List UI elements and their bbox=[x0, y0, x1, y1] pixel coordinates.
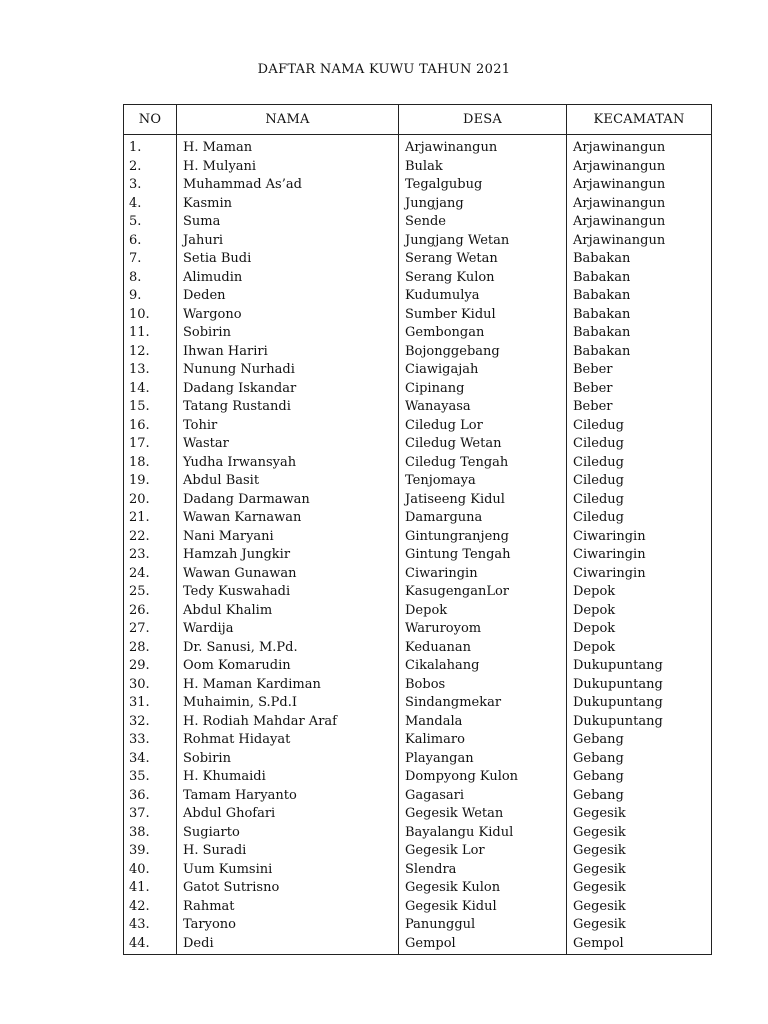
table-row bbox=[124, 546, 712, 565]
desa-cell: Ciledug Lor bbox=[399, 417, 567, 436]
desa-cell: Jungjang Wetan bbox=[399, 232, 567, 251]
table-row bbox=[124, 676, 712, 695]
table-header bbox=[124, 105, 712, 135]
nama-cell: Abdul Ghofari bbox=[177, 805, 399, 824]
nama-cell: Abdul Basit bbox=[177, 472, 399, 491]
desa-cell: Bojonggebang bbox=[399, 343, 567, 362]
no-cell: 38. bbox=[124, 824, 177, 843]
desa-cell: Sindangmekar bbox=[399, 694, 567, 713]
kecamatan-cell: Ciledug bbox=[567, 472, 712, 491]
desa-cell: Bobos bbox=[399, 676, 567, 695]
table-row bbox=[124, 694, 712, 713]
table-row bbox=[124, 324, 712, 343]
kecamatan-cell: Ciwaringin bbox=[567, 528, 712, 547]
table-row bbox=[124, 657, 712, 676]
table-row bbox=[124, 879, 712, 898]
nama-cell: Abdul Khalim bbox=[177, 602, 399, 621]
table-row bbox=[124, 250, 712, 269]
table-row bbox=[124, 861, 712, 880]
table-row bbox=[124, 639, 712, 658]
nama-cell: Dedi bbox=[177, 935, 399, 955]
no-cell: 16. bbox=[124, 417, 177, 436]
kecamatan-cell: Arjawinangun bbox=[567, 176, 712, 195]
no-cell: 12. bbox=[124, 343, 177, 362]
no-cell: 35. bbox=[124, 768, 177, 787]
table-row bbox=[124, 565, 712, 584]
desa-cell: Cikalahang bbox=[399, 657, 567, 676]
table-row bbox=[124, 435, 712, 454]
no-cell: 37. bbox=[124, 805, 177, 824]
kecamatan-cell: Ciledug bbox=[567, 454, 712, 473]
no-cell: 43. bbox=[124, 916, 177, 935]
table-row bbox=[124, 398, 712, 417]
no-cell: 11. bbox=[124, 324, 177, 343]
nama-cell: H. Maman Kardiman bbox=[177, 676, 399, 695]
kecamatan-cell: Beber bbox=[567, 361, 712, 380]
table-row bbox=[124, 417, 712, 436]
no-cell: 20. bbox=[124, 491, 177, 510]
nama-cell: Muhammad As’ad bbox=[177, 176, 399, 195]
desa-cell: Keduanan bbox=[399, 639, 567, 658]
table-row bbox=[124, 232, 712, 251]
kecamatan-cell: Depok bbox=[567, 620, 712, 639]
kecamatan-cell: Gebang bbox=[567, 750, 712, 769]
kecamatan-cell: Gebang bbox=[567, 768, 712, 787]
table-row bbox=[124, 528, 712, 547]
nama-cell: Uum Kumsini bbox=[177, 861, 399, 880]
desa-cell: Serang Wetan bbox=[399, 250, 567, 269]
kecamatan-cell: Dukupuntang bbox=[567, 676, 712, 695]
desa-cell: Jungjang bbox=[399, 195, 567, 214]
no-cell: 13. bbox=[124, 361, 177, 380]
no-cell: 40. bbox=[124, 861, 177, 880]
no-cell: 34. bbox=[124, 750, 177, 769]
no-cell: 44. bbox=[124, 935, 177, 955]
desa-cell: Sende bbox=[399, 213, 567, 232]
no-cell: 4. bbox=[124, 195, 177, 214]
table-body bbox=[124, 135, 712, 955]
table-row bbox=[124, 916, 712, 935]
no-cell: 8. bbox=[124, 269, 177, 288]
desa-cell: Playangan bbox=[399, 750, 567, 769]
desa-cell: Panunggul bbox=[399, 916, 567, 935]
desa-cell: Dompyong Kulon bbox=[399, 768, 567, 787]
kecamatan-cell: Arjawinangun bbox=[567, 213, 712, 232]
kecamatan-cell: Ciledug bbox=[567, 509, 712, 528]
no-cell: 3. bbox=[124, 176, 177, 195]
table-row bbox=[124, 269, 712, 288]
table-row bbox=[124, 842, 712, 861]
no-cell: 29. bbox=[124, 657, 177, 676]
desa-cell: Damarguna bbox=[399, 509, 567, 528]
kuwu-table bbox=[123, 104, 712, 955]
nama-cell: Nunung Nurhadi bbox=[177, 361, 399, 380]
nama-cell: Wargono bbox=[177, 306, 399, 325]
nama-cell: Dadang Iskandar bbox=[177, 380, 399, 399]
kecamatan-cell: Babakan bbox=[567, 324, 712, 343]
table-row bbox=[124, 135, 712, 158]
kecamatan-cell: Gebang bbox=[567, 787, 712, 806]
kecamatan-cell: Gegesik bbox=[567, 824, 712, 843]
nama-cell: H. Rodiah Mahdar Araf bbox=[177, 713, 399, 732]
nama-cell: Alimudin bbox=[177, 269, 399, 288]
kecamatan-cell: Beber bbox=[567, 380, 712, 399]
nama-cell: Rahmat bbox=[177, 898, 399, 917]
kecamatan-cell: Gebang bbox=[567, 731, 712, 750]
no-cell: 1. bbox=[124, 135, 177, 158]
kecamatan-cell: Gegesik bbox=[567, 842, 712, 861]
table-row bbox=[124, 491, 712, 510]
desa-cell: Gintungranjeng bbox=[399, 528, 567, 547]
kecamatan-cell: Dukupuntang bbox=[567, 713, 712, 732]
nama-cell: Kasmin bbox=[177, 195, 399, 214]
no-cell: 31. bbox=[124, 694, 177, 713]
kecamatan-cell: Ciwaringin bbox=[567, 546, 712, 565]
table-row bbox=[124, 602, 712, 621]
nama-cell: Setia Budi bbox=[177, 250, 399, 269]
kecamatan-cell: Arjawinangun bbox=[567, 135, 712, 158]
kecamatan-cell: Babakan bbox=[567, 306, 712, 325]
table-row bbox=[124, 176, 712, 195]
kecamatan-cell: Ciledug bbox=[567, 491, 712, 510]
no-cell: 5. bbox=[124, 213, 177, 232]
desa-cell: Gintung Tengah bbox=[399, 546, 567, 565]
nama-cell: Hamzah Jungkir bbox=[177, 546, 399, 565]
desa-cell: Kalimaro bbox=[399, 731, 567, 750]
kecamatan-cell: Gegesik bbox=[567, 805, 712, 824]
no-cell: 26. bbox=[124, 602, 177, 621]
table-row bbox=[124, 620, 712, 639]
no-cell: 17. bbox=[124, 435, 177, 454]
desa-cell: Slendra bbox=[399, 861, 567, 880]
no-cell: 9. bbox=[124, 287, 177, 306]
desa-cell: Ciwaringin bbox=[399, 565, 567, 584]
kecamatan-cell: Gegesik bbox=[567, 879, 712, 898]
column-header-no: NO bbox=[124, 105, 177, 135]
nama-cell: Muhaimin, S.Pd.I bbox=[177, 694, 399, 713]
table-row bbox=[124, 380, 712, 399]
desa-cell: Kudumulya bbox=[399, 287, 567, 306]
no-cell: 10. bbox=[124, 306, 177, 325]
no-cell: 22. bbox=[124, 528, 177, 547]
desa-cell: Cipinang bbox=[399, 380, 567, 399]
nama-cell: H. Suradi bbox=[177, 842, 399, 861]
desa-cell: KasugenganLor bbox=[399, 583, 567, 602]
desa-cell: Tegalgubug bbox=[399, 176, 567, 195]
nama-cell: Sobirin bbox=[177, 324, 399, 343]
desa-cell: Gegesik Kulon bbox=[399, 879, 567, 898]
nama-cell: Gatot Sutrisno bbox=[177, 879, 399, 898]
desa-cell: Bayalangu Kidul bbox=[399, 824, 567, 843]
no-cell: 6. bbox=[124, 232, 177, 251]
kecamatan-cell: Dukupuntang bbox=[567, 694, 712, 713]
desa-cell: Depok bbox=[399, 602, 567, 621]
column-header-desa: DESA bbox=[399, 105, 567, 135]
nama-cell: Oom Komarudin bbox=[177, 657, 399, 676]
no-cell: 36. bbox=[124, 787, 177, 806]
nama-cell: Sobirin bbox=[177, 750, 399, 769]
table-row bbox=[124, 472, 712, 491]
kecamatan-cell: Gegesik bbox=[567, 898, 712, 917]
desa-cell: Gegesik Lor bbox=[399, 842, 567, 861]
kecamatan-cell: Depok bbox=[567, 602, 712, 621]
nama-cell: Sugiarto bbox=[177, 824, 399, 843]
table-row bbox=[124, 287, 712, 306]
table-row bbox=[124, 898, 712, 917]
nama-cell: Suma bbox=[177, 213, 399, 232]
desa-cell: Gagasari bbox=[399, 787, 567, 806]
no-cell: 41. bbox=[124, 879, 177, 898]
desa-cell: Waruroyom bbox=[399, 620, 567, 639]
nama-cell: Tatang Rustandi bbox=[177, 398, 399, 417]
nama-cell: Dr. Sanusi, M.Pd. bbox=[177, 639, 399, 658]
kecamatan-cell: Gegesik bbox=[567, 916, 712, 935]
kecamatan-cell: Babakan bbox=[567, 343, 712, 362]
no-cell: 19. bbox=[124, 472, 177, 491]
table-row bbox=[124, 583, 712, 602]
nama-cell: Wawan Gunawan bbox=[177, 565, 399, 584]
no-cell: 42. bbox=[124, 898, 177, 917]
column-header-nama: NAMA bbox=[177, 105, 399, 135]
kecamatan-cell: Babakan bbox=[567, 287, 712, 306]
nama-cell: Yudha Irwansyah bbox=[177, 454, 399, 473]
desa-cell: Mandala bbox=[399, 713, 567, 732]
kecamatan-cell: Ciledug bbox=[567, 417, 712, 436]
nama-cell: Deden bbox=[177, 287, 399, 306]
table-row bbox=[124, 768, 712, 787]
table-row bbox=[124, 509, 712, 528]
kecamatan-cell: Arjawinangun bbox=[567, 232, 712, 251]
table-row bbox=[124, 454, 712, 473]
desa-cell: Gegesik Wetan bbox=[399, 805, 567, 824]
nama-cell: H. Khumaidi bbox=[177, 768, 399, 787]
kecamatan-cell: Ciwaringin bbox=[567, 565, 712, 584]
nama-cell: Ihwan Hariri bbox=[177, 343, 399, 362]
header-row bbox=[124, 105, 712, 135]
column-header-kecamatan: KECAMATAN bbox=[567, 105, 712, 135]
no-cell: 2. bbox=[124, 158, 177, 177]
desa-cell: Gempol bbox=[399, 935, 567, 955]
nama-cell: H. Maman bbox=[177, 135, 399, 158]
table-row bbox=[124, 195, 712, 214]
no-cell: 32. bbox=[124, 713, 177, 732]
desa-cell: Gembongan bbox=[399, 324, 567, 343]
desa-cell: Tenjomaya bbox=[399, 472, 567, 491]
table-row bbox=[124, 750, 712, 769]
table-row bbox=[124, 787, 712, 806]
table-row bbox=[124, 713, 712, 732]
kecamatan-cell: Arjawinangun bbox=[567, 195, 712, 214]
no-cell: 21. bbox=[124, 509, 177, 528]
nama-cell: Wawan Karnawan bbox=[177, 509, 399, 528]
page-title: DAFTAR NAMA KUWU TAHUN 2021 bbox=[257, 62, 511, 77]
table-row bbox=[124, 935, 712, 955]
no-cell: 33. bbox=[124, 731, 177, 750]
nama-cell: Tamam Haryanto bbox=[177, 787, 399, 806]
kecamatan-cell: Gempol bbox=[567, 935, 712, 955]
kecamatan-cell: Dukupuntang bbox=[567, 657, 712, 676]
desa-cell: Jatiseeng Kidul bbox=[399, 491, 567, 510]
kecamatan-cell: Arjawinangun bbox=[567, 158, 712, 177]
no-cell: 25. bbox=[124, 583, 177, 602]
desa-cell: Serang Kulon bbox=[399, 269, 567, 288]
desa-cell: Wanayasa bbox=[399, 398, 567, 417]
kecamatan-cell: Ciledug bbox=[567, 435, 712, 454]
nama-cell: Rohmat Hidayat bbox=[177, 731, 399, 750]
desa-cell: Ciledug Wetan bbox=[399, 435, 567, 454]
kecamatan-cell: Depok bbox=[567, 639, 712, 658]
kecamatan-cell: Gegesik bbox=[567, 861, 712, 880]
desa-cell: Arjawinangun bbox=[399, 135, 567, 158]
table-row bbox=[124, 306, 712, 325]
no-cell: 14. bbox=[124, 380, 177, 399]
no-cell: 18. bbox=[124, 454, 177, 473]
table-row bbox=[124, 213, 712, 232]
no-cell: 23. bbox=[124, 546, 177, 565]
nama-cell: Tedy Kuswahadi bbox=[177, 583, 399, 602]
no-cell: 39. bbox=[124, 842, 177, 861]
no-cell: 15. bbox=[124, 398, 177, 417]
no-cell: 24. bbox=[124, 565, 177, 584]
nama-cell: Taryono bbox=[177, 916, 399, 935]
desa-cell: Gegesik Kidul bbox=[399, 898, 567, 917]
no-cell: 27. bbox=[124, 620, 177, 639]
desa-cell: Sumber Kidul bbox=[399, 306, 567, 325]
no-cell: 7. bbox=[124, 250, 177, 269]
table-row bbox=[124, 731, 712, 750]
no-cell: 28. bbox=[124, 639, 177, 658]
nama-cell: Wastar bbox=[177, 435, 399, 454]
nama-cell: Tohir bbox=[177, 417, 399, 436]
kecamatan-cell: Babakan bbox=[567, 250, 712, 269]
kecamatan-cell: Depok bbox=[567, 583, 712, 602]
nama-cell: H. Mulyani bbox=[177, 158, 399, 177]
nama-cell: Dadang Darmawan bbox=[177, 491, 399, 510]
nama-cell: Jahuri bbox=[177, 232, 399, 251]
table-row bbox=[124, 361, 712, 380]
nama-cell: Nani Maryani bbox=[177, 528, 399, 547]
kecamatan-cell: Beber bbox=[567, 398, 712, 417]
desa-cell: Bulak bbox=[399, 158, 567, 177]
nama-cell: Wardija bbox=[177, 620, 399, 639]
table-row bbox=[124, 824, 712, 843]
no-cell: 30. bbox=[124, 676, 177, 695]
desa-cell: Ciledug Tengah bbox=[399, 454, 567, 473]
kecamatan-cell: Babakan bbox=[567, 269, 712, 288]
table-row bbox=[124, 343, 712, 362]
desa-cell: Ciawigajah bbox=[399, 361, 567, 380]
table-row bbox=[124, 805, 712, 824]
table-row bbox=[124, 158, 712, 177]
